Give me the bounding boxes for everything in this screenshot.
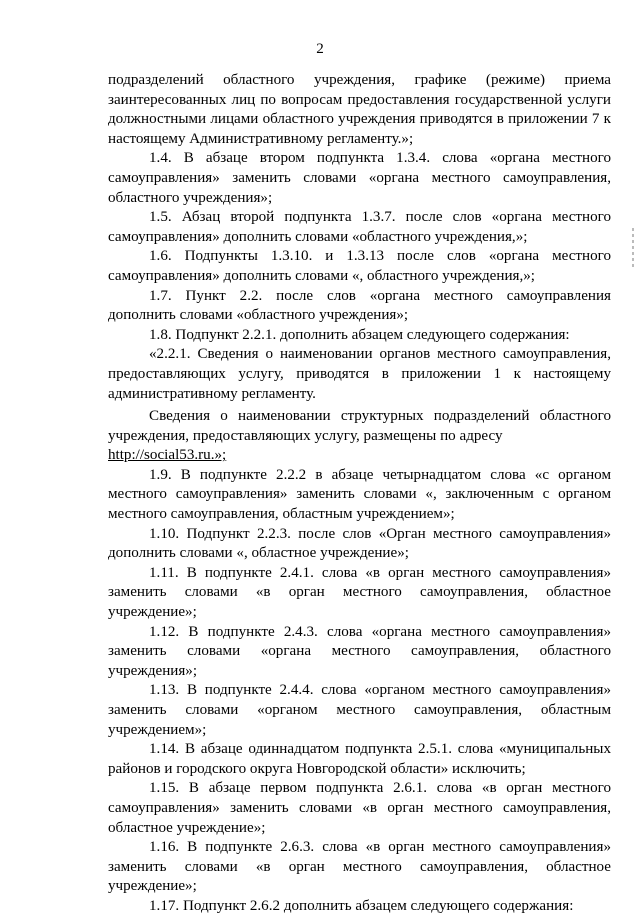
- text-line: учреждение»;: [108, 604, 197, 621]
- text-line: самоуправления» дополнить словами «, областного учреждения,»;: [108, 267, 535, 284]
- page-number: 2: [316, 41, 324, 57]
- text-line: 1.11. В подпункте 2.4.1. слова «в орган местного самоуправления»: [149, 564, 611, 581]
- text-line: районов и городского округа Новгородской области» исключить;: [108, 760, 526, 777]
- text-line: учреждения»;: [108, 662, 198, 679]
- text-line: «2.2.1. Сведения о наименовании органов местного самоуправления,: [149, 346, 611, 363]
- text-line: самоуправления» заменить словами «в орган местного самоуправления,: [108, 799, 611, 816]
- text-line: Сведения о наименовании структурных подразделений областного: [149, 408, 611, 425]
- text-line: заменить словами «в орган местного самоуправления, областное: [108, 858, 611, 875]
- text-line: самоуправления» дополнить словами «областного учреждения,»;: [108, 228, 528, 245]
- text-line: 1.10. Подпункт 2.2.3. после слов «Орган местного самоуправления»: [149, 525, 611, 542]
- text-line: местного самоуправления, областным учреждением»;: [108, 506, 455, 523]
- paragraph: [108, 623, 611, 682]
- text-line: областного учреждения»;: [108, 189, 273, 206]
- document-body: [108, 71, 611, 917]
- text-line: учреждения, предоставляющих услугу, размещены по адресу: [108, 427, 503, 444]
- paragraph: [108, 407, 611, 446]
- text-line: местного самоуправления» заменить словами «, заключенным с органом: [108, 486, 611, 503]
- scan-edge-mark: [632, 228, 634, 268]
- paragraph: [108, 525, 611, 564]
- text-line: дополнить словами «, областное учреждение»;: [108, 545, 409, 562]
- text-line: 1.17. Подпункт 2.6.2 дополнить абзацем следующего содержания:: [149, 897, 574, 914]
- text-line: 1.9. В подпункте 2.2.2 в абзаце четырнадцатом слова «с органом: [149, 466, 611, 483]
- paragraph: [108, 466, 611, 525]
- text-line: настоящему Административному регламенту.»;: [108, 130, 414, 147]
- text-line: заменить словами «в орган местного самоуправления, областное: [108, 584, 611, 601]
- paragraph: [108, 838, 611, 897]
- paragraph: [108, 681, 611, 740]
- text-line: заменить словами «органом местного самоуправления, областным: [108, 702, 611, 718]
- paragraph: [108, 247, 611, 286]
- text-line: 1.6. Подпункты 1.3.10. и 1.3.13 после слов «органа местного: [149, 248, 611, 265]
- text-line: 1.14. В абзаце одиннадцатом подпункта 2.5.1. слова «муниципальных: [149, 741, 611, 758]
- text-line: самоуправления» заменить словами «органа местного самоуправления,: [108, 169, 611, 186]
- paragraph: [108, 287, 611, 326]
- text-line: подразделений областного учреждения, графике (режиме) приема: [108, 72, 611, 88]
- text-line: областное учреждение»;: [108, 819, 266, 836]
- text-line: 1.4. В абзаце втором подпункта 1.3.4. слова «органа местного: [149, 150, 611, 167]
- text-line: 1.15. В абзаце первом подпункта 2.6.1. слова «в орган местного: [149, 780, 611, 797]
- text-line: 1.13. В подпункте 2.4.4. слова «органом местного самоуправления»: [149, 682, 611, 699]
- text-line: должностными лицами областного учреждения приводятся в приложении 7 к: [108, 111, 611, 128]
- text-line: заменить словами «органа местного самоуправления, областного: [108, 643, 611, 660]
- paragraph: [108, 208, 611, 247]
- text-line: учреждением»;: [108, 721, 207, 738]
- paragraph: [108, 345, 611, 404]
- paragraph: [108, 149, 611, 208]
- paragraph: [108, 564, 611, 623]
- text-line: 1.5. Абзац второй подпункта 1.3.7. после слов «органа местного: [149, 209, 611, 226]
- text-line: дополнить словами «областного учреждения»;: [108, 307, 409, 324]
- text-line: предоставляющих услугу, приводятся в приложении 1 к настоящему: [108, 365, 611, 382]
- text-line: учреждение»;: [108, 878, 197, 895]
- text-line: 1.12. В подпункте 2.4.3. слова «органа местного самоуправления»: [149, 623, 611, 640]
- text-line: 1.8. Подпункт 2.2.1. дополнить абзацем следующего содержания:: [149, 326, 570, 343]
- text-line: 1.16. В подпункте 2.6.3. слова «в орган местного самоуправления»: [149, 839, 611, 856]
- paragraph: [108, 71, 611, 149]
- url-link-paragraph: [108, 446, 611, 466]
- paragraph: [108, 779, 611, 838]
- text-line: административному регламенту.: [108, 385, 316, 402]
- text-line: 1.7. Пункт 2.2. после слов «органа местного самоуправления: [149, 287, 611, 304]
- paragraph: [108, 897, 611, 917]
- paragraph: [108, 326, 611, 346]
- text-line: заинтересованных лиц по вопросам предоставления государственной услуги: [108, 91, 611, 108]
- paragraph: [108, 740, 611, 779]
- url-link[interactable]: http://social53.ru.»;: [108, 447, 227, 464]
